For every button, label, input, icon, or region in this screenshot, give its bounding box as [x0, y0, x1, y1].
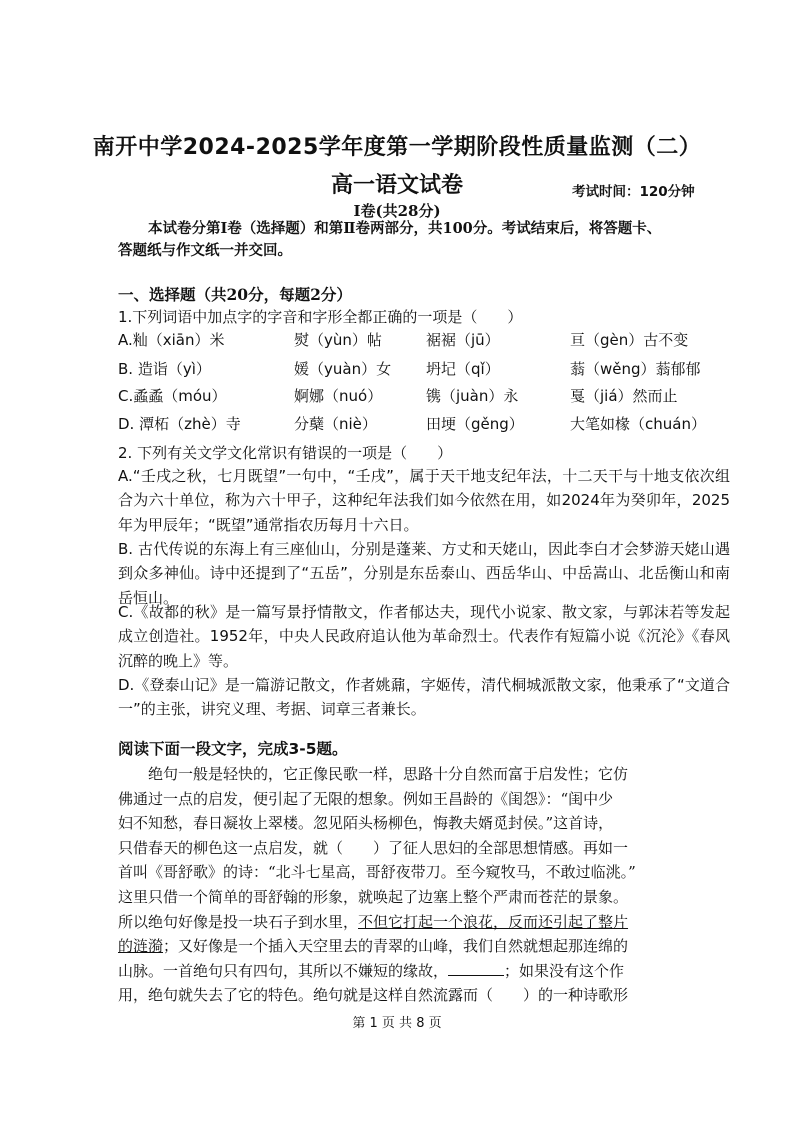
passage-line [118, 959, 732, 984]
page-number: 第 1 页 共 8 页 [352, 1016, 442, 1031]
question-2-stem: 2. 下列有关文学文化常识有错误的一项是（ ） [118, 444, 453, 462]
page-title: 南开中学2024-2025学年度第一学期阶段性质量监测（二） [92, 135, 702, 160]
question-1-option-c [118, 385, 738, 409]
underlined-sentence: 不但它打起一个浪花，反而还引起了整片 [358, 912, 629, 931]
passage-line: 绝句一般是轻快的，它正像民歌一样，思路十分自然而富于启发性；它仿 [148, 765, 629, 783]
option-word: 熨（yùn）帖 [294, 331, 382, 349]
passage-text: 山脉。一首绝句只有四句，其所以不嫌短的缘故， [118, 961, 449, 980]
question-2-option-a: A.“壬戌之秋，七月既望”一句中，“壬戌”，属于天干地支纪年法，十二天干与十地支依次组合为六十单位，称为六十甲子，这种纪年法我们如今依然在用，如2024年为癸卯年，2025年为甲辰年；“既望”通常指农历每月十六日。 [118, 467, 730, 534]
reading-passage [118, 762, 732, 1008]
option-word: A.籼（xiān）米 [118, 331, 225, 349]
passage-line: 这里只借一个简单的哥舒翰的形象，就唤起了边塞上整个严肃而苍茫的景象。 [118, 887, 629, 906]
passage-line [118, 934, 732, 959]
passage-line [118, 910, 732, 935]
question-1-option-b [118, 358, 738, 382]
exam-instructions [118, 218, 738, 262]
question-1-option-d [118, 413, 738, 437]
option-word: 大笔如椽（chuán） [570, 415, 706, 433]
option-word: 亘（gèn）古不变 [570, 331, 689, 349]
volume-label: I卷(共28分) [353, 202, 441, 220]
passage-line: 用，绝句就失去了它的特色。绝句就是这样自然流露而（ ）的一种诗歌形 [118, 986, 629, 1005]
instructions-line: 本试卷分第Ⅰ卷（选择题）和第Ⅱ卷两部分，共100分。考试结束后，将答题卡、 [148, 220, 662, 237]
question-2-option-d: D.《登泰山记》是一篇游记散文，作者姚鼐，字姬传，清代桐城派散文家，他秉承了“文道合一”的主张，讲究义理、考据、词章三者兼长。 [118, 676, 730, 719]
passage-text: ；又好像是一个插入天空里去的青翠的山峰，我们自然就想起那连绵的 [163, 937, 629, 956]
reading-heading: 阅读下面一段文字，完成3-5题。 [118, 740, 348, 758]
passage-line: 佛通过一点的启发，便引起了无限的想象。例如王昌龄的《闺怨》：“闺中少 [118, 789, 614, 808]
option-word: 媛（yuàn）女 [294, 360, 392, 378]
exam-time: 考试时间：120分钟 [572, 184, 695, 200]
question-2-option-b: B. 古代传说的东海上有三座仙山，分别是蓬莱、方丈和天姥山，因此李白才会梦游天姥山遇到众多神仙。诗中还提到了“五岳”，分别是东岳泰山、西岳华山、中岳嵩山、北岳衡山和南岳恒山。 [118, 540, 730, 607]
option-word: 田埂（gěng） [426, 415, 524, 433]
option-word: 婀娜（nuó） [294, 387, 383, 405]
question-2-option-c: C.《故都的秋》是一篇写景抒情散文，作者郁达夫，现代小说家、散文家，与郭沫若等发起成立创造社。1952年，中央人民政府追认他为革命烈士。代表作有短篇小说《沉沦》《春风沉醉的晚上》等。 [118, 603, 730, 670]
question-1-option-a [118, 329, 738, 353]
answer-blank [448, 961, 504, 976]
option-word: 镌（juàn）永 [426, 387, 519, 405]
option-word: 蓊（wěng）蓊郁郁 [570, 360, 701, 378]
option-word: 裾裾（jū） [426, 331, 500, 349]
option-word: 坍圮（qǐ） [426, 360, 500, 378]
passage-line: 只借春天的柳色这一点启发，就（ ）了征人思妇的全部思想情感。再如一 [118, 838, 629, 857]
option-word: 分蘖（niè） [294, 415, 377, 433]
instructions-line: 答题纸与作文纸一并交回。 [118, 242, 292, 259]
option-word: D. 潭柘（zhè）寺 [118, 415, 241, 433]
passage-text: 所以绝句好像是投一块石子到水里， [118, 912, 359, 931]
page-subtitle: 高一语文试卷 [330, 173, 463, 198]
option-word: B. 造诣（yì） [118, 360, 211, 378]
section-heading: 一、选择题（共20分，每题2分） [118, 285, 352, 304]
option-word: C.蟊蟊（móu） [118, 387, 227, 405]
passage-line: 妇不知愁，春日凝妆上翠楼。忽见陌头杨柳色，悔教夫婿觅封侯。”这首诗， [118, 814, 614, 833]
passage-line: 首叫《哥舒歌》的诗：“北斗七星高，哥舒夜带刀。至今窥牧马，不敢过临洮。” [118, 863, 636, 882]
question-1-stem: 1.下列词语中加点字的字音和字形全都正确的一项是（ ） [118, 308, 523, 326]
option-word: 戛（jiá）然而止 [570, 387, 678, 405]
underlined-sentence: 的涟漪 [118, 937, 164, 956]
passage-text: ；如果没有这个作 [504, 961, 625, 980]
